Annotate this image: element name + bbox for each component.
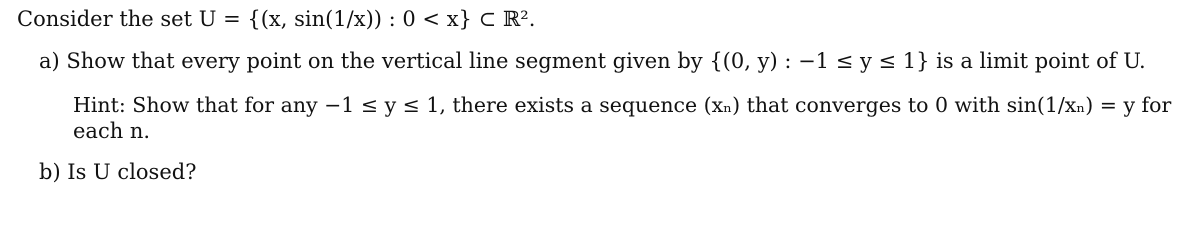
part-a-hint-line-2: each n. — [73, 119, 151, 143]
part-a-question: a) Show that every point on the vertical line segment given by {(0, y) : −1 ≤ y ≤ 1} is a limit point of U. — [39, 49, 1146, 73]
problem-intro: Consider the set U = {(x, sin(1/x)) : 0 < x} ⊂ ℝ². — [17, 7, 536, 31]
part-a-hint-line-1: Hint: Show that for any −1 ≤ y ≤ 1, there exists a sequence (xₙ) that converges to 0 with sin(1/xₙ) = y for — [73, 93, 1172, 117]
part-b-question: b) Is U closed? — [39, 160, 197, 184]
